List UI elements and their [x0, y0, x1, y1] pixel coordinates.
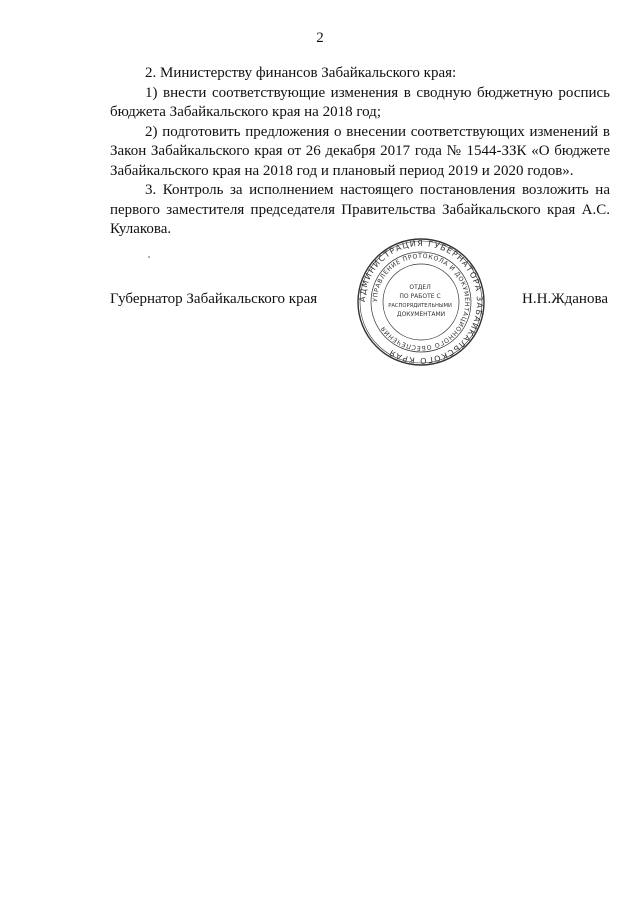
signatory-position: Губернатор Забайкальского края: [110, 291, 318, 307]
seal-center-line-1: ОТДЕЛ: [409, 284, 431, 291]
seal-inner-text: УПРАВЛЕНИЕ ПРОТОКОЛА И ДОКУМЕНТАЦИОННОГО ОБЕСПЕЧЕНИЯ: [371, 252, 471, 352]
svg-text:УПРАВЛЕНИЕ ПРОТОКОЛА И ДОКУМЕН: [372, 253, 470, 351]
paragraph-3: 3. Контроль за исполнением настоящего постановления возложить на первого заместителя председателя Правительства Забайкальского края А.С. Кулакова.: [110, 182, 610, 237]
seal-center-line-4: ДОКУМЕНТАМИ: [396, 311, 446, 318]
signatory-name: Н.Н.Жданова: [522, 291, 608, 307]
document-body: [110, 64, 610, 240]
scan-speck: [148, 256, 150, 258]
svg-text:ОТДЕЛ ПО РАБОТЕ С: [388, 284, 454, 318]
seal-center-line-2: ПО РАБОТЕ С: [399, 293, 441, 300]
seal-center-line-3: РАСПОРЯДИТЕЛЬНЫМИ: [388, 303, 452, 309]
seal-outer-text: АДМИНИСТРАЦИЯ ГУБЕРНАТОРА ЗАБАЙКАЛЬСКОГО КРАЯ: [357, 238, 485, 366]
paragraph-2-1: 1) внести соответствующие изменения в сводную бюджетную роспись бюджета Забайкальского края на 2018 год;: [110, 84, 610, 120]
official-seal: [356, 237, 486, 367]
paragraph-2-2: 2) подготовить предложения о внесении соответствующих изменений в Закон Забайкальского края от 26 декабря 2017 года № 1544-ЗЗК «О бюджете Забайкальского края на 2018 год и плановый период 2019 и 2020 годов».: [110, 123, 610, 179]
page-number: 2: [316, 30, 324, 46]
paragraph-2: 2. Министерству финансов Забайкальского края:: [145, 65, 457, 81]
